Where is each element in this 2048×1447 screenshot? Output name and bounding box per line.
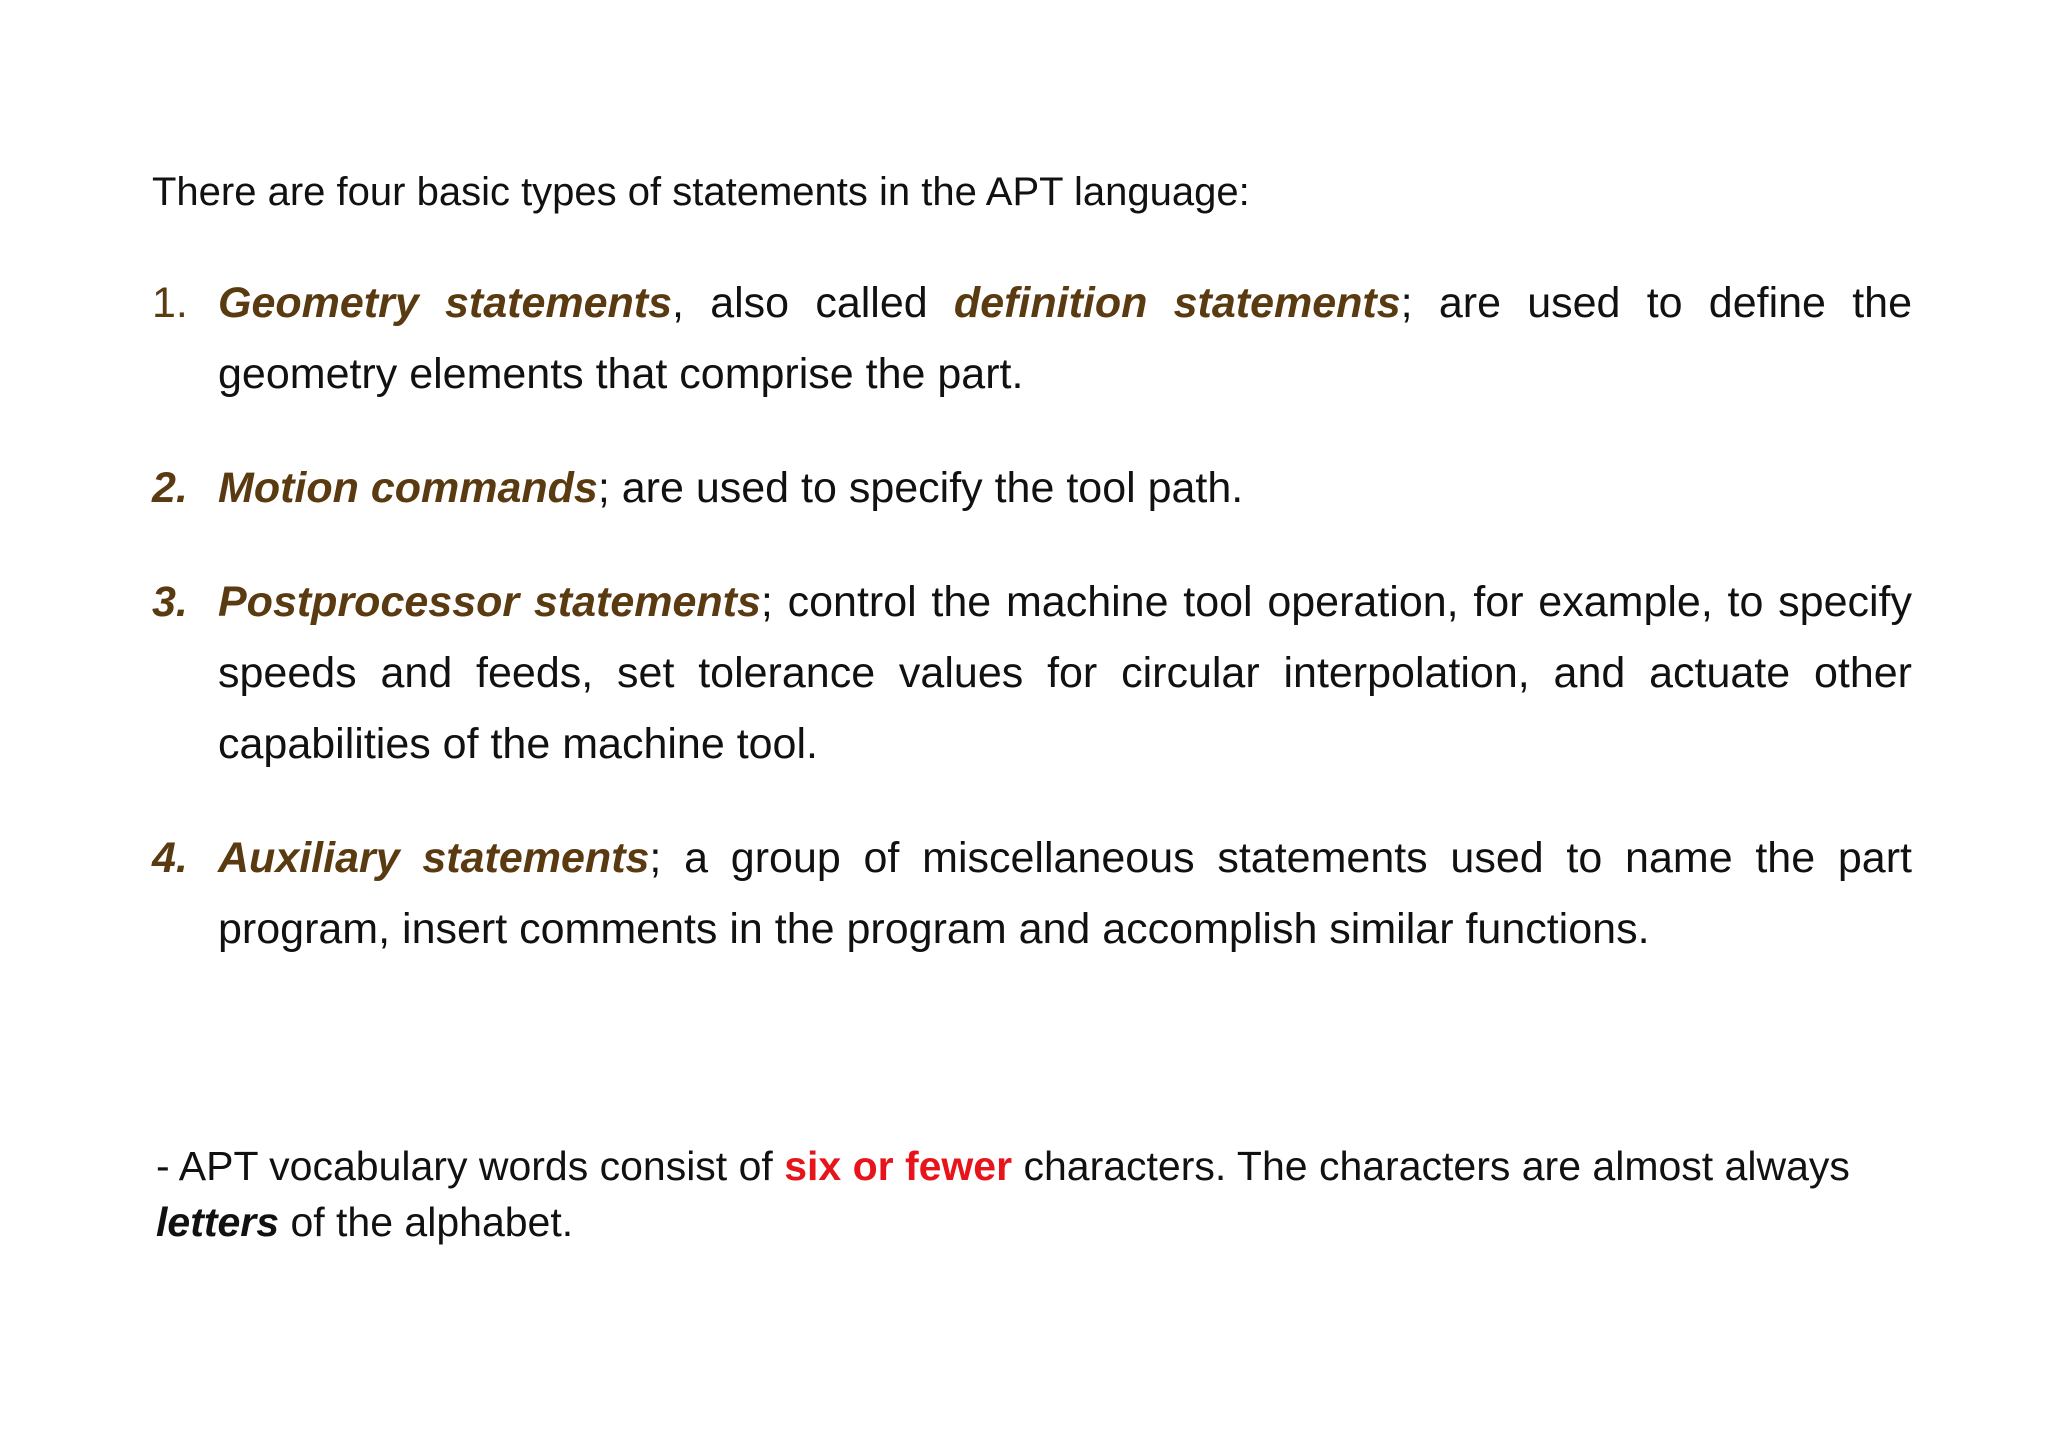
term-geometry-statements: Geometry statements <box>218 279 673 327</box>
vocabulary-note <box>156 1138 1906 1250</box>
list-item-geometry <box>152 268 1912 410</box>
list-item-motion <box>152 453 1912 524</box>
list-number: 1. <box>152 279 188 327</box>
list-number: 4. <box>152 834 188 882</box>
note-highlight: six or fewer <box>784 1143 1013 1189</box>
note-middle: characters. The characters are almost always <box>1012 1143 1850 1189</box>
statement-types-list <box>152 268 1912 965</box>
item-text: ; a group of miscellaneous statements used to name the part program, insert comments in the program and accomplish similar functions. <box>218 834 1912 953</box>
term-motion-commands: Motion commands <box>218 464 598 512</box>
item-text: , also called <box>672 279 954 327</box>
list-item-auxiliary <box>152 823 1912 965</box>
intro-text: There are four basic types of statements in the APT language: <box>152 170 1250 214</box>
list-number: 2. <box>152 464 188 512</box>
note-suffix: of the alphabet. <box>279 1199 574 1245</box>
list-item-postprocessor <box>152 567 1912 780</box>
note-emphasis: letters <box>156 1199 280 1245</box>
item-text: ; control the machine tool operation, for example, to specify speeds and feeds, set tolerance values for circular interpolation, and actuate other capabilities of the machine tool. <box>218 578 1912 768</box>
item-text: ; are used to specify the tool path. <box>597 464 1244 512</box>
list-number: 3. <box>152 578 188 626</box>
item-text: ; are used to define the geometry elements that comprise the part. <box>218 279 1912 398</box>
term-auxiliary-statements: Auxiliary statements <box>218 834 650 882</box>
note-prefix: - APT vocabulary words consist of <box>156 1143 785 1189</box>
term-postprocessor-statements: Postprocessor statements <box>218 578 761 626</box>
term-definition-statements: definition statements <box>953 279 1401 327</box>
